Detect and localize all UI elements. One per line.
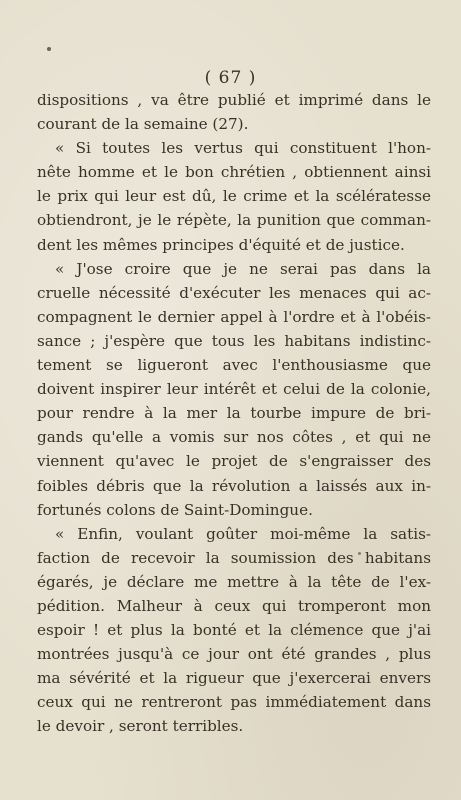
page-number: ( 67 ) <box>204 68 257 88</box>
text-line: obtiendront, je le répète, la punition que comman- <box>37 211 431 230</box>
text-line: ma sévérité et la rigueur que j'exercerai envers <box>37 669 431 688</box>
text-line: sance ; j'espère que tous les habitans indistinc- <box>37 331 431 350</box>
text-line: égarés, je déclare me mettre à la tête de l'ex- <box>37 572 431 591</box>
ink-speck <box>47 47 51 51</box>
text-line: « Enfin, voulant goûter moi-même la satis- <box>55 524 431 543</box>
text-line: viennent qu'avec le projet de s'engraisser des <box>37 452 431 471</box>
text-line: dispositions , va être publié et imprimé dans le <box>37 91 431 109</box>
text-line: pour rendre à la mer la tourbe impure de bri- <box>37 404 431 423</box>
text-line: faction de recevoir la soumission des habitans <box>37 548 431 567</box>
text-line: le devoir , seront terribles. <box>37 717 244 736</box>
text-line: foibles débris que la révolution a laissés aux in- <box>37 476 431 495</box>
text-line: gands qu'elle a vomis sur nos côtes , et qui ne <box>37 428 431 447</box>
text-line: pédition. Malheur à ceux qui tromperont mon <box>37 596 431 615</box>
text-line: nête homme et le bon chrétien , obtiennent ainsi <box>37 163 431 182</box>
text-line: « J'ose croire que je ne serai pas dans la <box>55 259 431 278</box>
text-line: dent les mêmes principes d'équité et de justice. <box>37 235 405 254</box>
text-line: ceux qui ne rentreront pas immédiatement dans <box>37 693 431 712</box>
text-line: fortunés colons de Saint-Domingue. <box>37 500 313 519</box>
text-line: doivent inspirer leur intérêt et celui de la colonie, <box>37 380 431 399</box>
text-line: « Si toutes les vertus qui constituent l'hon- <box>55 139 431 158</box>
text-line: le prix qui leur est dû, le crime et la scélératesse <box>37 187 431 206</box>
text-line: montrées jusqu'à ce jour ont été grandes , plus <box>37 645 431 664</box>
body-text <box>37 88 431 739</box>
text-line: cruelle nécessité d'exécuter les menaces qui ac- <box>37 283 431 302</box>
text-line: compagnent le dernier appel à l'ordre et à l'obéis- <box>37 307 431 326</box>
text-line: espoir ! et plus la bonté et la clémence que j'ai <box>37 621 431 640</box>
text-line: tement se ligueront avec l'enthousiasme que <box>37 356 431 375</box>
text-line: courant de la semaine (27). <box>37 115 249 134</box>
